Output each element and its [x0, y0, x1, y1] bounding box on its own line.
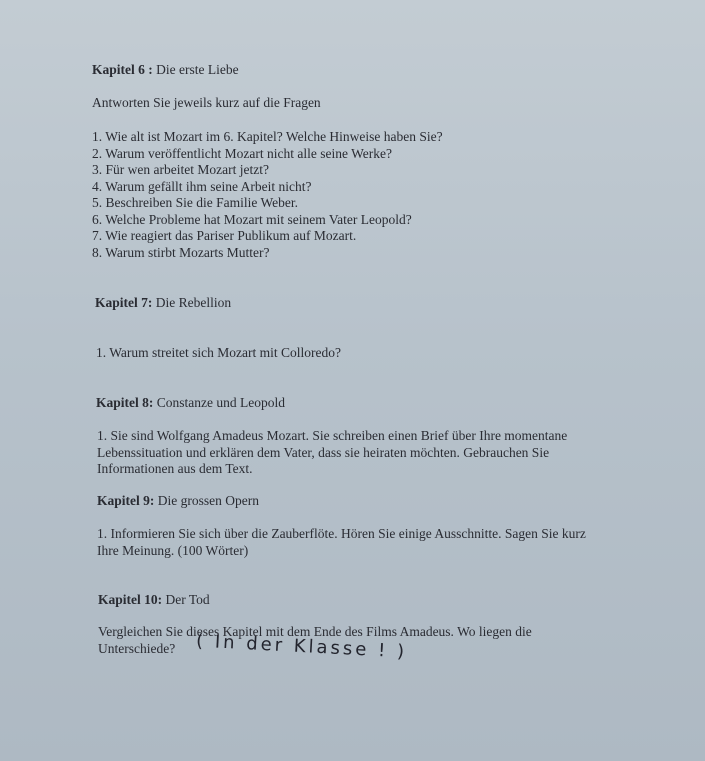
task-line: Unterschiede?: [98, 640, 176, 656]
kapitel-7-question: 1. Warum streitet sich Mozart mit Colloredo?: [96, 345, 341, 360]
task-line: Vergleichen Sie dieses Kapitel mit dem Ende des Films Amadeus. Wo liegen die: [98, 624, 532, 639]
kapitel-7-label: Kapitel 7:: [95, 295, 153, 310]
question-item: 6. Welche Probleme hat Mozart mit seinem Vater Leopold?: [92, 211, 412, 227]
question-item: 3. Für wen arbeitet Mozart jetzt?: [92, 162, 269, 177]
kapitel-6-question-list: [92, 129, 443, 261]
kapitel-9-label: Kapitel 9:: [97, 493, 155, 508]
kapitel-8-task: [97, 428, 567, 478]
task-line: Ihre Meinung. (100 Wörter): [97, 542, 249, 558]
kapitel-9-heading: [97, 493, 259, 510]
kapitel-8-heading: [96, 395, 285, 412]
kapitel-6-label: Kapitel 6 :: [92, 62, 153, 77]
kapitel-9-title: Die grossen Opern: [154, 493, 259, 508]
kapitel-10-title: Der Tod: [162, 592, 210, 607]
task-line: 1. Sie sind Wolfgang Amadeus Mozart. Sie schreiben einen Brief über Ihre momentane: [97, 428, 568, 443]
kapitel-7-title: Die Rebellion: [152, 295, 232, 310]
kapitel-9-task: [97, 526, 586, 559]
question-item: 2. Warum veröffentlicht Mozart nicht alle seine Werke?: [92, 145, 392, 161]
question-item: 4. Warum gefällt ihm seine Arbeit nicht?: [92, 178, 312, 194]
task-line: Lebenssituation und erklären dem Vater, dass sie heiraten möchten. Gebrauchen Sie: [97, 444, 550, 460]
task-line: Informationen aus dem Text.: [97, 461, 253, 476]
kapitel-6-heading: [92, 62, 239, 79]
kapitel-8-title: Constanze und Leopold: [153, 395, 285, 410]
question-item: 7. Wie reagiert das Pariser Publikum auf Mozart.: [92, 228, 357, 243]
question-item: 5. Beschreiben Sie die Familie Weber.: [92, 195, 298, 210]
kapitel-7-heading: [95, 295, 231, 312]
question-item: 1. Wie alt ist Mozart im 6. Kapitel? Welche Hinweise haben Sie?: [92, 129, 443, 144]
kapitel-6-title: Die erste Liebe: [152, 62, 239, 77]
kapitel-10-heading: [98, 592, 210, 609]
kapitel-10-label: Kapitel 10:: [98, 592, 163, 607]
handwritten-note: ( In der Klasse ! ): [195, 630, 408, 663]
kapitel-8-label: Kapitel 8:: [96, 395, 154, 410]
kapitel-6-instruction: Antworten Sie jeweils kurz auf die Fragen: [92, 95, 321, 110]
question-item: 8. Warum stirbt Mozarts Mutter?: [92, 244, 270, 260]
task-line: 1. Informieren Sie sich über die Zauberflöte. Hören Sie einige Ausschnitte. Sagen Sie kurz: [97, 526, 586, 541]
